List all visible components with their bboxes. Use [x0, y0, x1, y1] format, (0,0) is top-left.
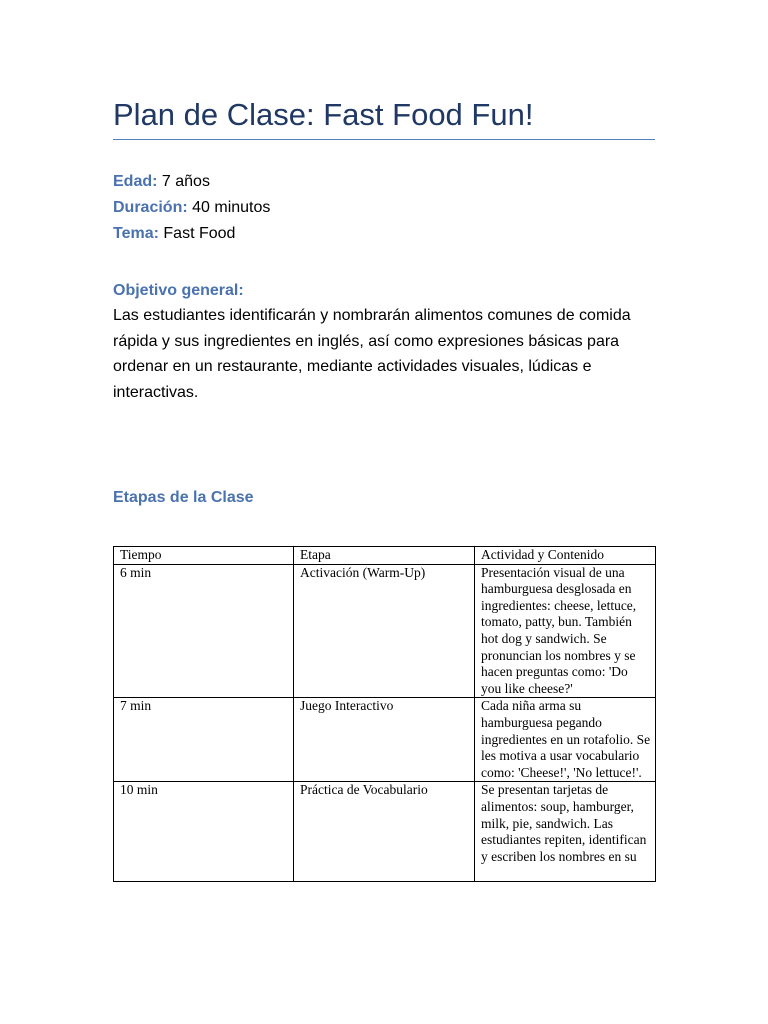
age-value: 7 años	[161, 173, 210, 190]
duration-label: Duración:	[113, 199, 188, 216]
title-underline	[113, 139, 655, 140]
topic-value: Fast Food	[163, 225, 236, 242]
info-row-topic	[113, 221, 673, 247]
cell-activity-text: Se presentan tarjetas de alimentos: soup, hamburger, milk, pie, sandwich. Las estudiantes repiten, identifican y escriben los nombres en su	[481, 782, 647, 864]
cell-stage: Activación (Warm-Up)	[294, 564, 475, 698]
age-label: Edad:	[113, 173, 158, 190]
table-row	[114, 698, 656, 782]
cell-activity	[475, 782, 656, 882]
class-info	[113, 169, 673, 247]
objective-text: Las estudiantes identificarán y nombrarán alimentos comunes de comida rápida y sus ingredientes en inglés, así como expresiones básicas para ordenar en un restaurante, mediante actividades visuales, lúdicas e interactivas.	[113, 307, 631, 401]
stages-heading: Etapas de la Clase	[113, 489, 254, 506]
table-row	[114, 564, 656, 698]
objective-heading: Objetivo general:	[113, 282, 244, 299]
column-header-activity: Actividad y Contenido	[475, 547, 656, 565]
topic-label: Tema:	[113, 225, 159, 242]
cell-activity: Cada niña arma su hamburguesa pegando ingredientes en un rotafolio. Se les motiva a usar vocabulario como: 'Cheese!', 'No lettuce!'.	[475, 698, 656, 782]
stages-table	[113, 546, 656, 882]
table-row	[114, 782, 656, 882]
table-header-row	[114, 547, 656, 565]
cell-time: 10 min	[114, 782, 294, 882]
cell-time: 7 min	[114, 698, 294, 782]
column-header-stage: Etapa	[294, 547, 475, 565]
cell-time: 6 min	[114, 564, 294, 698]
column-header-time: Tiempo	[114, 547, 294, 565]
info-row-age	[113, 169, 673, 195]
cell-stage: Juego Interactivo	[294, 698, 475, 782]
cell-stage: Práctica de Vocabulario	[294, 782, 475, 882]
duration-value: 40 minutos	[192, 199, 271, 216]
cell-activity: Presentación visual de una hamburguesa desglosada en ingredientes: cheese, lettuce, tomato, patty, bun. También hot dog y sandwich. Se pronuncian los nombres y se hacen preguntas como: 'Do you like cheese?'	[475, 564, 656, 698]
page-title: Plan de Clase: Fast Food Fun!	[113, 97, 534, 132]
info-row-duration	[113, 195, 673, 221]
